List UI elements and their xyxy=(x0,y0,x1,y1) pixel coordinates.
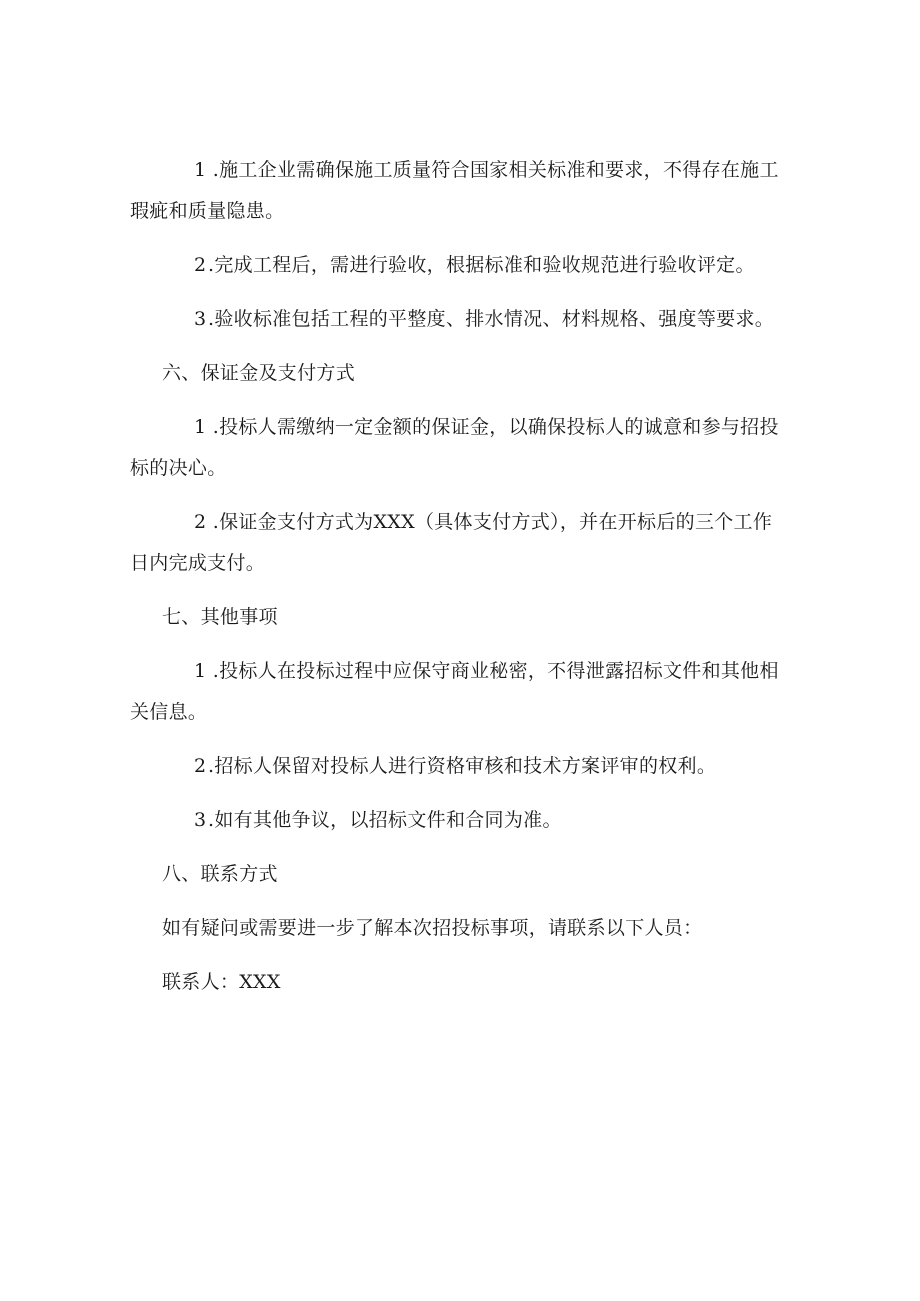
item-number: 2 xyxy=(194,254,207,276)
item-text: .如有其他争议，以招标文件和合同为准。 xyxy=(208,809,562,831)
item-number: 1 xyxy=(194,159,207,181)
list-item-confidentiality xyxy=(130,651,790,733)
heading-text: 六、保证金及支付方式 xyxy=(162,362,356,384)
list-item-acceptance-standard xyxy=(130,299,790,340)
section-heading-other xyxy=(130,597,790,638)
heading-text: 八、联系方式 xyxy=(162,863,278,885)
item-number: 1 xyxy=(194,416,207,438)
item-text: .验收标准包括工程的平整度、排水情况、材料规格、强度等要求。 xyxy=(208,308,775,330)
item-number: 2 xyxy=(194,511,207,533)
document-body xyxy=(130,150,790,1016)
item-number: 3 xyxy=(194,809,207,831)
list-item-quality xyxy=(130,150,790,232)
item-text: .施工企业需确保施工质量符合国家相关标准和要求，不得存在施工瑕疵和质量隐患。 xyxy=(130,159,779,222)
contact-intro xyxy=(130,908,790,949)
paragraph-text: 如有疑问或需要进一步了解本次招投标事项，请联系以下人员： xyxy=(162,917,703,939)
contact-person xyxy=(130,962,790,1003)
item-text: .投标人需缴纳一定金额的保证金，以确保投标人的诚意和参与招投标的决心。 xyxy=(130,416,779,479)
heading-text: 七、其他事项 xyxy=(162,606,278,628)
item-number: 2 xyxy=(194,755,207,777)
item-text: .投标人在投标过程中应保守商业秘密，不得泄露招标文件和其他相关信息。 xyxy=(130,660,779,723)
list-item-deposit-payment xyxy=(130,502,790,584)
section-heading-deposit xyxy=(130,353,790,394)
item-number: 3 xyxy=(194,308,207,330)
list-item-review-right xyxy=(130,746,790,787)
list-item-acceptance xyxy=(130,245,790,286)
item-text: .完成工程后，需进行验收，根据标准和验收规范进行验收评定。 xyxy=(208,254,755,276)
item-text: .招标人保留对投标人进行资格审核和技术方案评审的权利。 xyxy=(208,755,717,777)
list-item-deposit-amount xyxy=(130,407,790,489)
paragraph-text: 联系人：XXX xyxy=(162,971,281,993)
item-text: .保证金支付方式为XXX（具体支付方式），并在开标后的三个工作日内完成支付。 xyxy=(130,511,773,574)
section-heading-contact xyxy=(130,854,790,895)
item-number: 1 xyxy=(194,660,207,682)
list-item-disputes xyxy=(130,800,790,841)
